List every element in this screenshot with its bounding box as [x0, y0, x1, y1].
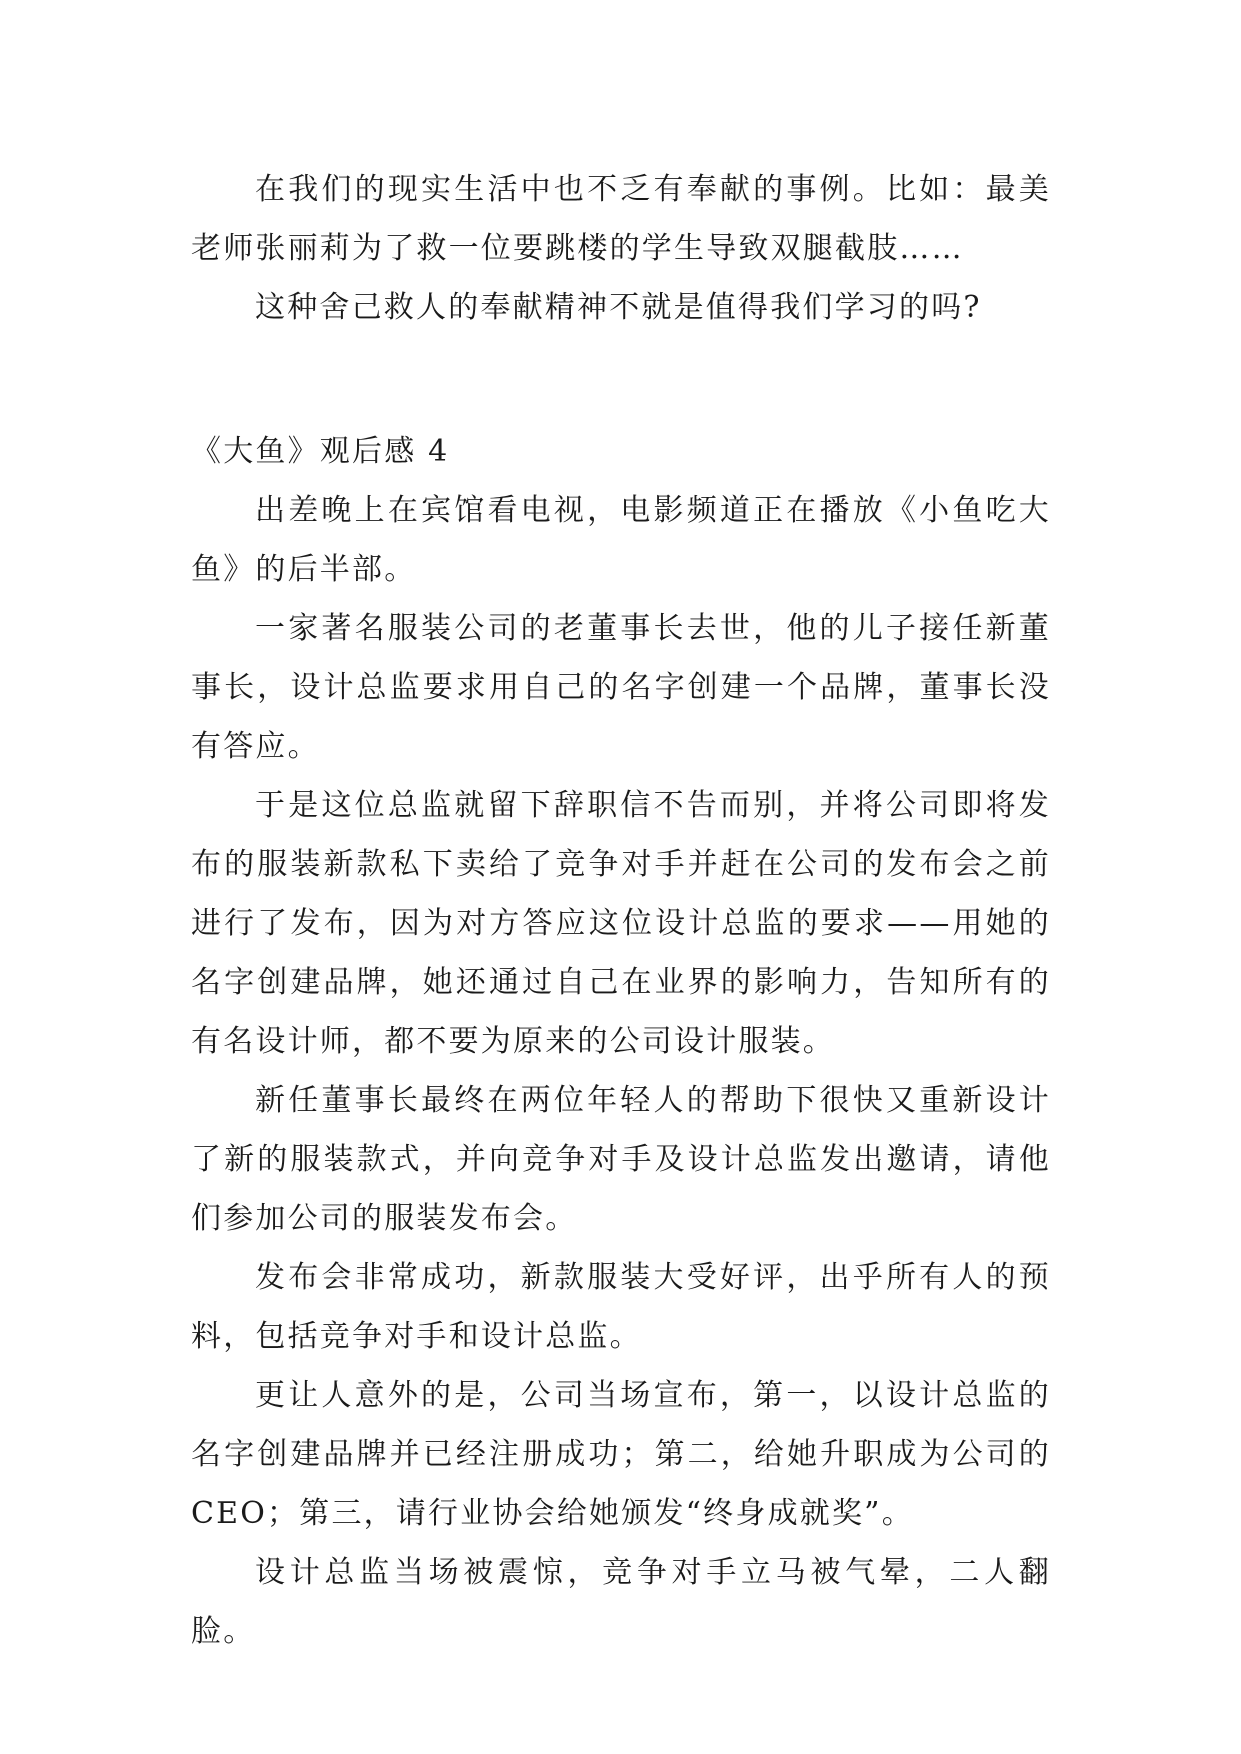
section-title: 《大鱼》观后感 4	[191, 434, 450, 469]
body-paragraph: 一家著名服装公司的老董事长去世，他的儿子接任新董事长，设计总监要求用自己的名字创建一个品牌，董事长没有答应。	[191, 611, 1051, 764]
intro-paragraph: 这种舍己救人的奉献精神不就是值得我们学习的吗?	[255, 290, 982, 325]
section-spacer	[191, 337, 1051, 422]
body-paragraph: 于是这位总监就留下辞职信不告而别，并将公司即将发布的服装新款私下卖给了竞争对手并赶在公司的发布会之前进行了发布，因为对方答应这位设计总监的要求——用她的名字创建品牌，她还通过自己在业界的影响力，告知所有的有名设计师，都不要为原来的公司设计服装。	[191, 788, 1051, 1059]
body-paragraph: 更让人意外的是，公司当场宣布，第一，以设计总监的名字创建品牌并已经注册成功；第二，给她升职成为公司的CEO；第三，请行业协会给她颁发“终身成就奖”。	[191, 1378, 1051, 1531]
body-paragraph: 发布会非常成功，新款服装大受好评，出乎所有人的预料，包括竞争对手和设计总监。	[191, 1260, 1051, 1354]
body-paragraph: 设计总监当场被震惊，竞争对手立马被气晕，二人翻脸。	[191, 1555, 1051, 1649]
body-paragraph: 出差晚上在宾馆看电视，电影频道正在播放《小鱼吃大鱼》的后半部。	[191, 493, 1051, 587]
intro-paragraph: 在我们的现实生活中也不乏有奉献的事例。比如：最美老师张丽莉为了救一位要跳楼的学生导致双腿截肢……	[191, 172, 1051, 266]
body-paragraph: 新任董事长最终在两位年轻人的帮助下很快又重新设计了新的服装款式，并向竞争对手及设计总监发出邀请，请他们参加公司的服装发布会。	[191, 1083, 1051, 1236]
document-body	[191, 160, 1051, 1661]
